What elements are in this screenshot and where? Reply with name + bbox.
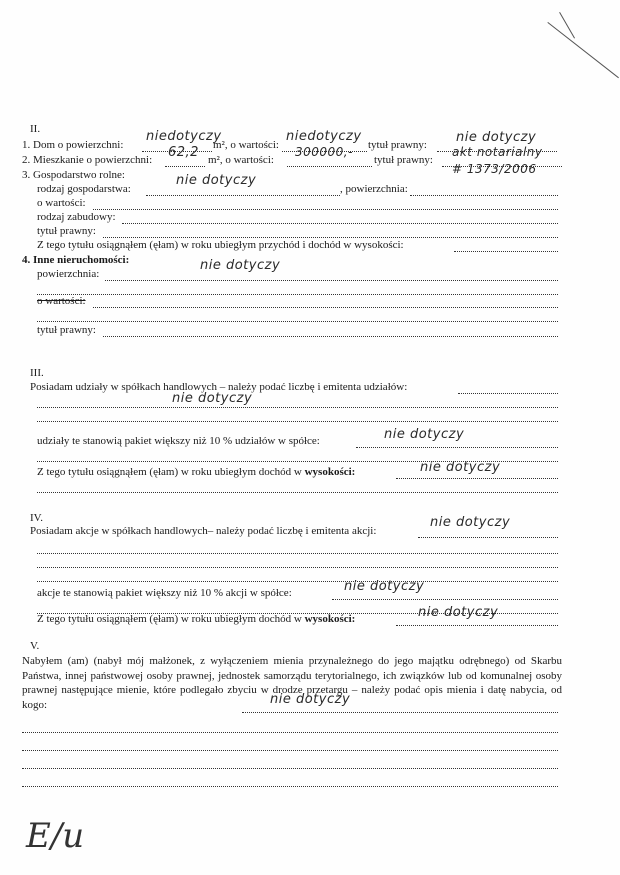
section-v-heading: V. [30, 640, 40, 652]
pen-stroke-mark [547, 22, 619, 78]
handwritten-initials: E/u [26, 816, 85, 856]
house-title-handwriting: nie dotyczy [456, 130, 537, 145]
house-area-label: 1. Dom o powierzchni: [22, 139, 124, 151]
flat-title-number-handwriting: # 1373/2006 [452, 162, 537, 176]
stocks-line-2 [37, 567, 558, 568]
flat-value-line [287, 166, 372, 167]
flat-area-handwriting: 62,2 [168, 145, 199, 160]
shares-income-bold: wysokości: [304, 466, 356, 478]
stocks-line-3 [37, 581, 558, 582]
shares-stake-handwriting: nie dotyczy [384, 427, 465, 442]
shares-stake-label: udziały te stanowią pakiet większy niż 10 % udziałów w spółce: [37, 435, 320, 447]
stocks-label: Posiadam akcje w spółkach handlowych– należy podać liczbę i emitenta akcji: [30, 525, 377, 537]
farm-buildings-line [122, 223, 558, 224]
stocks-handwriting: nie dotyczy [430, 515, 511, 530]
stocks-income-handwriting: nie dotyczy [418, 605, 499, 620]
farm-income-line [454, 251, 558, 252]
shares-stake-line [356, 447, 558, 448]
acquired-property-line-1 [22, 732, 558, 733]
section-ii-heading: II. [30, 123, 41, 135]
flat-area-line [165, 166, 205, 167]
farm-label: 3. Gospodarstwo rolne: [22, 169, 125, 181]
other-property-title-label: tytuł prawny: [37, 324, 96, 336]
farm-type-label: rodzaj gospodarstwa: [37, 183, 131, 195]
farm-buildings-label: rodzaj zabudowy: [37, 211, 116, 223]
other-property-value-label: o wartości: [37, 295, 86, 307]
shares-line-1 [37, 407, 558, 408]
house-title-label: tytuł prawny: [368, 139, 427, 151]
other-property-handwriting: nie dotyczy [200, 258, 281, 273]
farm-title-line [103, 237, 558, 238]
flat-title-handwriting: akt notarialny [452, 145, 543, 159]
other-property-area-label: powierzchnia: [37, 268, 100, 280]
house-value-handwriting: niedotyczy [286, 129, 362, 144]
farm-income-label: Z tego tytułu osiągnąłem (ęłam) w roku ubiegłym przychód i dochód w wysokości: [37, 239, 404, 251]
acquired-property-line-2 [22, 750, 558, 751]
acquired-property-paragraph: Nabyłem (am) (nabył mój małżonek, z wyłączeniem mienia przynależnego do jego majątku odrębnego) od Skarbu Państwa, innej państwowej osoby prawnej, jednostek samorządu terytorialnego, ich związków lub od komunalnej osoby prawnej następujące mienie, które podlegało zbyciu w drodze przetargu – należy podać opis mienia i datę nabycia, od kogo: [22, 655, 562, 711]
stocks-stake-line [332, 599, 558, 600]
flat-value-label: m², o wartości: [208, 154, 274, 166]
acquired-property-line-3 [22, 768, 558, 769]
stocks-income-label [37, 613, 355, 626]
stocks-income-bold: wysokości: [304, 613, 356, 625]
shares-income-text: Z tego tytułu osiągnąłem (ęłam) w roku ubiegłym dochód w [37, 466, 305, 478]
house-area-handwriting: niedotyczy [146, 129, 222, 144]
shares-income-line-2 [37, 492, 558, 493]
shares-income-handwriting: nie dotyczy [420, 460, 501, 475]
section-iii-heading: III. [30, 367, 44, 379]
stocks-line-1 [37, 553, 558, 554]
shares-line-end [458, 393, 558, 394]
other-property-blank-line-2 [37, 321, 558, 322]
shares-income-label [37, 466, 355, 479]
farm-area-label: , powierzchnia: [340, 183, 408, 195]
shares-label: Posiadam udziały w spółkach handlowych – należy podać liczbę i emitenta udziałów: [30, 381, 408, 393]
other-property-blank-line [37, 294, 558, 295]
stocks-stake-label: akcje te stanowią pakiet większy niż 10 % akcji w spółce: [37, 587, 292, 599]
shares-handwriting: nie dotyczy [172, 391, 253, 406]
farm-title-label: tytuł prawny: [37, 225, 96, 237]
flat-title-label: tytuł prawny: [374, 154, 433, 166]
other-property-area-line [105, 280, 558, 281]
section-iv-heading: IV. [30, 512, 43, 524]
other-property-title-line [103, 336, 558, 337]
farm-area-line [410, 195, 558, 196]
farm-value-label: o wartości: [37, 197, 86, 209]
stocks-income-line [396, 625, 558, 626]
stocks-line-end [418, 537, 558, 538]
shares-income-line [396, 478, 558, 479]
stocks-income-text: Z tego tytułu osiągnąłem (ęłam) w roku ubiegłym dochód w [37, 613, 305, 625]
house-value-label: m², o wartości: [213, 139, 279, 151]
farm-type-line [146, 195, 340, 196]
farm-value-line [93, 209, 558, 210]
other-property-value-line [93, 307, 558, 308]
acquired-property-line-4 [22, 786, 558, 787]
shares-line-2 [37, 421, 558, 422]
stocks-stake-handwriting: nie dotyczy [344, 579, 425, 594]
flat-value-handwriting: 300000,- [295, 145, 353, 159]
acquired-property-handwriting: nie dotyczy [270, 692, 351, 707]
other-property-label: 4. Inne nieruchomości: [22, 254, 130, 266]
acquired-property-line [242, 712, 558, 713]
flat-area-label: 2. Mieszkanie o powierzchni: [22, 154, 153, 166]
farm-type-handwriting: nie dotyczy [176, 173, 257, 188]
